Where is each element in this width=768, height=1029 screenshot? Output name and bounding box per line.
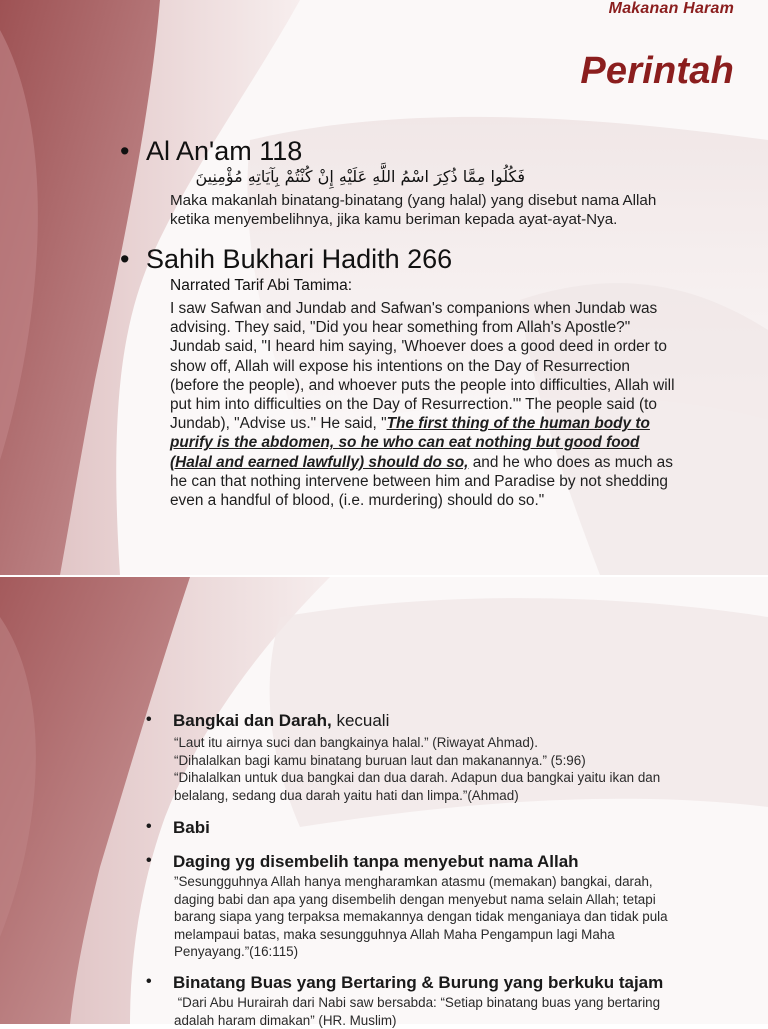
hadith-line	[170, 433, 675, 452]
quote-line: “Laut itu airnya suci dan bangkainya halal.” (Riwayat Ahmad).	[174, 734, 660, 752]
bullet-heading: Sahih Bukhari Hadith 266	[146, 244, 452, 274]
hadith-line: (before the people), and whoever puts the people into difficulties, Allah will	[170, 376, 675, 395]
item-heading: Babi	[173, 818, 210, 838]
hadith-text	[170, 299, 675, 510]
bullet-dot: •	[120, 136, 146, 167]
item-quote	[174, 734, 660, 804]
quote-line: adalah haram dimakan” (HR. Muslim)	[174, 1012, 660, 1029]
item-heading	[173, 711, 389, 731]
hadith-line: he can that nothing intervene between him and Paradise by not shedding	[170, 472, 675, 491]
item-heading-text: Bangkai dan Darah,	[173, 711, 332, 730]
quote-line: ”Sesungguhnya Allah hanya mengharamkan atasmu (memakan) bangkai, darah,	[174, 873, 668, 891]
hadith-line: advising. They said, "Did you hear something from Allah's Apostle?"	[170, 318, 675, 337]
quote-line: barang siapa yang terpaksa memakannya dengan tidak menganiaya dan tidak pula	[174, 908, 668, 926]
quote-line: daging babi dan apa yang disembelih dengan menyebut nama selain Allah; tetapi	[174, 891, 668, 909]
hadith-line: Jundab said, "I heard him saying, 'Whoever does a good deed in order to	[170, 337, 675, 356]
quote-line: “Dihalalkan bagi kamu binatang buruan laut dan makanannya.” (5:96)	[174, 752, 660, 770]
bullet-dot: •	[120, 244, 146, 275]
item-heading: Daging yg disembelih tanpa menyebut nama Allah	[173, 852, 579, 872]
bullet-hadith	[120, 244, 452, 275]
bullet-dot: •	[146, 852, 152, 870]
hadith-narrator: Narrated Tarif Abi Tamima:	[170, 277, 352, 295]
slide-title: Makanan Haram	[609, 0, 734, 18]
item-quote	[174, 873, 668, 961]
quote-line: “Dihalalkan untuk dua bangkai dan dua darah. Adapun dua bangkai yaitu ikan dan	[174, 769, 660, 787]
hadith-text-run: Jundab), "Advise us." He said, "	[170, 415, 387, 432]
hadith-emphasis: (Halal and earned lawfully) should do so,	[170, 454, 468, 471]
hadith-line: put him into difficulties on the Day of Resurrection.'" The people said (to	[170, 395, 675, 414]
translation-line: Maka makanlah binatang-binatang (yang halal) yang disebut nama Allah	[170, 191, 656, 210]
verse-translation	[170, 191, 656, 229]
hadith-line	[170, 414, 675, 433]
bullet-heading: Al An'am 118	[146, 136, 302, 166]
hadith-line: even a handful of blood, (i.e. murdering) should do so."	[170, 491, 675, 510]
bullet-dot: •	[146, 818, 152, 836]
item-heading-suffix: kecuali	[332, 711, 390, 730]
hadith-line	[170, 453, 675, 472]
hadith-emphasis: purify is the abdomen, so he who can eat nothing but good food	[170, 434, 639, 451]
bullet-dot: •	[146, 973, 152, 991]
bullet-dot: •	[146, 711, 152, 729]
quote-line: “Dari Abu Hurairah dari Nabi saw bersabda: “Setiap binatang buas yang bertaring	[174, 994, 660, 1012]
hadith-emphasis: The first thing of the human body to	[387, 415, 650, 432]
arabic-verse: فَكُلُوا مِمَّا ذُكِرَ اسْمُ اللَّهِ عَلَيْهِ إِنْ كُنْتُمْ بِآيَاتِهِ مُؤْمِنِينَ	[170, 167, 525, 186]
slide-title: Perintah	[580, 50, 734, 93]
bullet-al-anam	[120, 136, 302, 167]
quote-line: Penyayang.”(16:115)	[174, 943, 668, 961]
hadith-text-run: and he who does as much as	[468, 454, 672, 471]
hadith-line: show off, Allah will expose his intentions on the Day of Resurrection	[170, 357, 675, 376]
quote-line: melampaui batas, maka sesungguhnya Allah Maha Pengampun lagi Maha	[174, 926, 668, 944]
translation-line: ketika menyembelihnya, jika kamu beriman kepada ayat-ayat-Nya.	[170, 210, 656, 229]
item-heading: Binatang Buas yang Bertaring & Burung yang berkuku tajam	[173, 973, 663, 993]
hadith-line: I saw Safwan and Jundab and Safwan's companions when Jundab was	[170, 299, 675, 318]
quote-line: belalang, sedang dua darah yaitu hati dan limpa.”(Ahmad)	[174, 787, 660, 805]
